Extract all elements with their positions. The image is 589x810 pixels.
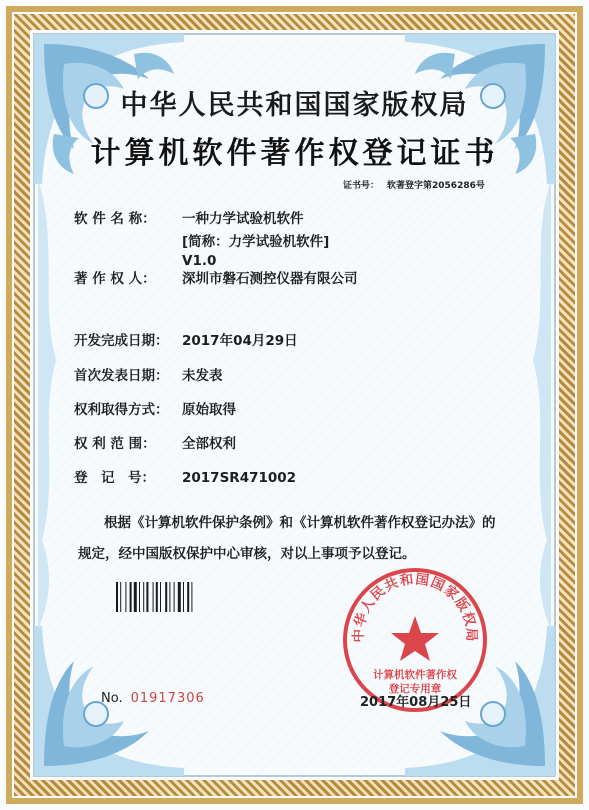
barcode-bar bbox=[174, 582, 175, 612]
field-label: 开发完成日期： bbox=[74, 333, 169, 349]
field-value-version: V1.0 bbox=[182, 253, 217, 269]
field-acquisition-method bbox=[74, 398, 236, 418]
barcode-bar bbox=[125, 582, 126, 612]
barcode-bar bbox=[116, 582, 118, 612]
barcode-bar bbox=[146, 582, 148, 612]
field-dev-completion-date bbox=[74, 329, 298, 349]
barcode-bar bbox=[120, 582, 121, 612]
serial-value: 01917306 bbox=[130, 691, 205, 706]
field-label: 权 利 范 围： bbox=[74, 436, 156, 452]
barcode-bar bbox=[187, 582, 189, 612]
field-value-short-name: [简称：力学试验机软件] bbox=[182, 234, 330, 250]
field-value: 2017SR471002 bbox=[182, 470, 297, 486]
field-software-name bbox=[74, 207, 329, 269]
barcode-bar bbox=[134, 582, 137, 612]
certificate-title: 计算机软件著作权登记证书 bbox=[90, 136, 499, 171]
field-label: 软 件 名 称： bbox=[74, 211, 156, 227]
barcode-bar bbox=[178, 582, 181, 612]
barcode-bar bbox=[156, 582, 158, 612]
field-label: 首次发表日期： bbox=[74, 368, 169, 384]
seal-line-2: 登记专用章 bbox=[388, 683, 442, 695]
barcode-bar bbox=[160, 582, 161, 612]
field-value: 原始取得 bbox=[182, 402, 236, 418]
serial-label: No. bbox=[101, 691, 123, 706]
certificate-number bbox=[343, 178, 485, 191]
statement-line-1: 根据《计算机软件保护条例》和《计算机软件著作权登记办法》的 bbox=[104, 515, 496, 531]
field-value: 未发表 bbox=[182, 368, 223, 384]
field-copyright-owner bbox=[74, 267, 358, 287]
serial-number bbox=[101, 691, 205, 706]
field-rights-scope bbox=[74, 432, 236, 452]
issuer-title: 中华人民共和国国家版权局 bbox=[120, 90, 469, 121]
field-value: 一种力学试验机软件 bbox=[182, 211, 304, 227]
field-label: 权利取得方式： bbox=[74, 402, 169, 418]
statement-line-2: 规定，经中国版权保护中心审核，对以上事项予以登记。 bbox=[78, 546, 416, 562]
field-registration-number bbox=[74, 466, 296, 486]
side-ornament-icon bbox=[527, 180, 553, 630]
field-value: 深圳市磐石测控仪器有限公司 bbox=[182, 271, 358, 287]
barcode-bar bbox=[169, 582, 170, 612]
side-ornament-icon bbox=[36, 180, 62, 630]
certificate-number-value: 软著登字第2056286号 bbox=[387, 181, 485, 191]
field-first-publish-date bbox=[74, 364, 223, 384]
barcode-bar bbox=[153, 582, 154, 612]
barcode-bar bbox=[130, 582, 132, 612]
barcode-icon bbox=[116, 582, 208, 612]
barcode-bar bbox=[143, 582, 144, 612]
issue-date: 2017年08月25日 bbox=[360, 695, 472, 710]
barcode-bar bbox=[139, 582, 140, 612]
field-value: 2017年04月29日 bbox=[182, 333, 298, 349]
field-label: 著 作 权 人： bbox=[74, 271, 156, 287]
barcode-bar bbox=[183, 582, 184, 612]
field-label: 登 记 号： bbox=[74, 470, 155, 486]
statement-paragraph bbox=[78, 508, 528, 570]
barcode-bar bbox=[165, 582, 167, 612]
barcode-bar bbox=[191, 582, 192, 612]
seal-ring-text: 中华人民共和国国家版权局 bbox=[350, 571, 480, 643]
certificate-number-label: 证书号： bbox=[343, 181, 380, 191]
field-value: 全部权利 bbox=[182, 436, 236, 452]
seal-line-1: 计算机软件著作权 bbox=[373, 669, 457, 681]
